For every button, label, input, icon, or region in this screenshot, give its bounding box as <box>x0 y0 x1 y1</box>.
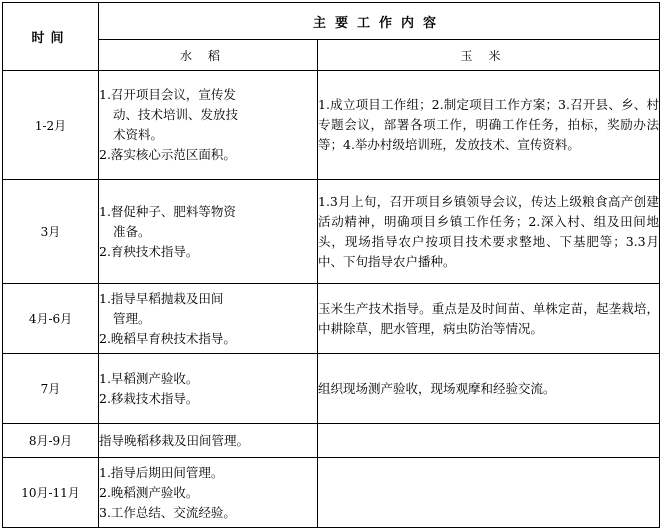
corn-cell: 组织现场测产验收，现场观摩和经验交流。 <box>318 354 660 424</box>
time-cell: 1-2月 <box>3 71 99 180</box>
table-row <box>3 71 660 180</box>
table-row <box>3 284 660 354</box>
rice-cell: 1.早稻测产验收。 2.移栽技术指导。 <box>99 354 318 424</box>
time-column-header: 时间 <box>3 3 99 71</box>
corn-cell: 1.成立项目工作组；2.制定项目工作方案；3.召开县、乡、村专题会议，部署各项工作，明确工作任务，拍标，奖励办法等；4.举办村级培训班，发放技术、宣传资料。 <box>318 71 660 180</box>
time-cell: 8月-9月 <box>3 424 99 458</box>
time-cell: 3月 <box>3 180 99 284</box>
rice-cell: 指导晚稻移栽及田间管理。 <box>99 424 318 458</box>
table-row <box>3 424 660 458</box>
time-cell: 7月 <box>3 354 99 424</box>
time-cell: 10月-11月 <box>3 458 99 528</box>
table-row <box>3 354 660 424</box>
corn-cell: 1.3月上旬，召开项目乡镇领导会议，传达上级粮食高产创建活动精神，明确项目乡镇工作任务；2.深入村、组及田间地头，现场指导农户按项目技术要求整地、下基肥等；3.3月中、下旬指导农户播种。 <box>318 180 660 284</box>
rice-column-header: 水稻 <box>99 40 318 71</box>
corn-cell <box>318 458 660 528</box>
rice-cell: 1.指导后期田间管理。 2.晚稻测产验收。 3.工作总结、交流经验。 <box>99 458 318 528</box>
rice-cell: 1.督促种子、肥料等物资 准备。 2.育秧技术指导。 <box>99 180 318 284</box>
table-row <box>3 458 660 528</box>
table-row <box>3 180 660 284</box>
corn-column-header: 玉米 <box>318 40 660 71</box>
main-work-header: 主要工作内容 <box>99 3 660 40</box>
time-cell: 4月-6月 <box>3 284 99 354</box>
corn-cell <box>318 424 660 458</box>
corn-cell: 玉米生产技术指导。重点是及时间苗、单株定苗，起垄栽培，中耕除草，肥水管理，病虫防治等情况。 <box>318 284 660 354</box>
rice-cell: 1.指导早稻抛栽及田间 管理。 2.晚稻早育秧技术指导。 <box>99 284 318 354</box>
work-schedule-table <box>2 2 660 528</box>
rice-cell: 1.召开项目会议，宣传发 动、技术培训、发放技 术资料。 2.落实核心示范区面积。 <box>99 71 318 180</box>
